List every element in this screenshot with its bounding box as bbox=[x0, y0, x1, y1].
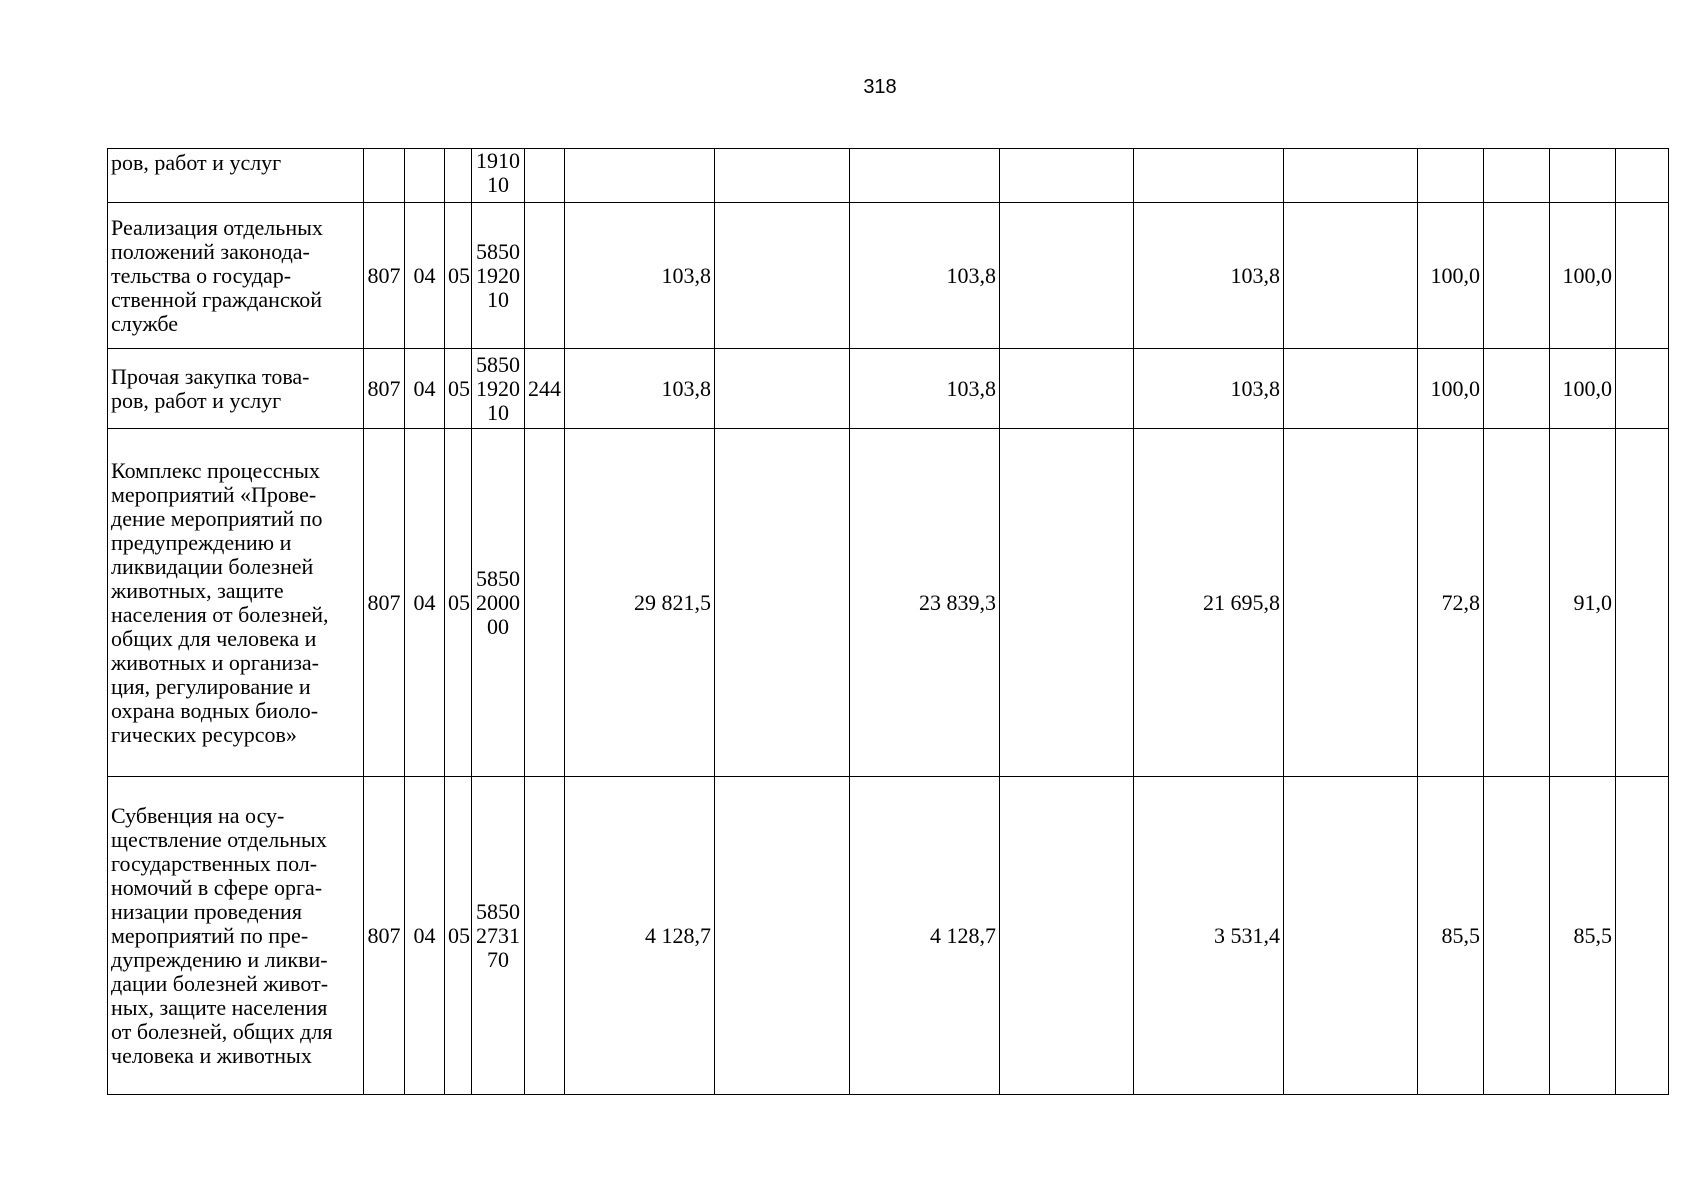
empty-cell bbox=[1484, 149, 1550, 203]
gr-code: 807 bbox=[364, 429, 405, 777]
page-number: 318 bbox=[863, 76, 897, 98]
empty-cell bbox=[715, 429, 850, 777]
empty-cell bbox=[1616, 429, 1669, 777]
empty-cell bbox=[715, 203, 850, 349]
row-name: ров, работ и услуг bbox=[108, 149, 364, 203]
plan-value: 4 128,7 bbox=[565, 777, 715, 1095]
pr-code: 05 bbox=[445, 429, 472, 777]
refined-value: 103,8 bbox=[850, 203, 1000, 349]
empty-cell bbox=[1000, 349, 1134, 429]
plan-value: 103,8 bbox=[565, 349, 715, 429]
pr-code: 05 bbox=[445, 777, 472, 1095]
csr-code: 5850 2000 00 bbox=[472, 429, 525, 777]
percent-refined: 91,0 bbox=[1550, 429, 1616, 777]
table-row bbox=[108, 349, 1669, 429]
empty-cell bbox=[1000, 429, 1134, 777]
percent-refined bbox=[1550, 149, 1616, 203]
gr-code: 807 bbox=[364, 203, 405, 349]
empty-cell bbox=[1484, 349, 1550, 429]
csr-code: 5850 1920 10 bbox=[472, 203, 525, 349]
empty-cell bbox=[1616, 203, 1669, 349]
row-name: Прочая закупка това- ров, работ и услуг bbox=[108, 349, 364, 429]
budget-table bbox=[107, 148, 1669, 1095]
pr-code: 05 bbox=[445, 349, 472, 429]
refined-value: 23 839,3 bbox=[850, 429, 1000, 777]
csr-code: 1910 10 bbox=[472, 149, 525, 203]
percent-plan bbox=[1418, 149, 1484, 203]
empty-cell bbox=[1284, 349, 1418, 429]
empty-cell bbox=[1484, 203, 1550, 349]
percent-refined: 100,0 bbox=[1550, 203, 1616, 349]
table-row bbox=[108, 777, 1669, 1095]
pr-code bbox=[445, 149, 472, 203]
executed-value: 103,8 bbox=[1134, 349, 1284, 429]
empty-cell bbox=[1284, 777, 1418, 1095]
rz-code bbox=[405, 149, 445, 203]
refined-value: 4 128,7 bbox=[850, 777, 1000, 1095]
gr-code: 807 bbox=[364, 777, 405, 1095]
executed-value: 21 695,8 bbox=[1134, 429, 1284, 777]
percent-refined: 85,5 bbox=[1550, 777, 1616, 1095]
refined-value: 103,8 bbox=[850, 349, 1000, 429]
vr-code bbox=[525, 429, 565, 777]
empty-cell bbox=[1284, 203, 1418, 349]
empty-cell bbox=[1616, 777, 1669, 1095]
percent-plan: 85,5 bbox=[1418, 777, 1484, 1095]
gr-code bbox=[364, 149, 405, 203]
row-name: Субвенция на осу- ществление отдельных государственных пол- номочий в сфере орга- низации проведения мероприятий по пре- дупреждению и ликви- дации болезней живот- ных, защите населения от болезней, общих для человека и животных bbox=[108, 777, 364, 1095]
table-row bbox=[108, 203, 1669, 349]
plan-value bbox=[565, 149, 715, 203]
empty-cell bbox=[715, 349, 850, 429]
table-row bbox=[108, 429, 1669, 777]
percent-plan: 100,0 bbox=[1418, 349, 1484, 429]
empty-cell bbox=[715, 149, 850, 203]
rz-code: 04 bbox=[405, 203, 445, 349]
empty-cell bbox=[1484, 429, 1550, 777]
empty-cell bbox=[1484, 777, 1550, 1095]
empty-cell bbox=[715, 777, 850, 1095]
refined-value bbox=[850, 149, 1000, 203]
csr-code: 5850 1920 10 bbox=[472, 349, 525, 429]
empty-cell bbox=[1000, 777, 1134, 1095]
row-name: Реализация отдельных положений законода- тельства о государ- ственной гражданской службе bbox=[108, 203, 364, 349]
vr-code: 244 bbox=[525, 349, 565, 429]
rz-code: 04 bbox=[405, 777, 445, 1095]
table-row bbox=[108, 149, 1669, 203]
executed-value: 103,8 bbox=[1134, 203, 1284, 349]
percent-refined: 100,0 bbox=[1550, 349, 1616, 429]
percent-plan: 100,0 bbox=[1418, 203, 1484, 349]
vr-code bbox=[525, 777, 565, 1095]
row-name: Комплекс процессных мероприятий «Прове- дение мероприятий по предупреждению и ликвидации болезней животных, защите населения от болезней, общих для человека и животных и организа- ция, регулирование и охрана водных биоло- гических ресурсов» bbox=[108, 429, 364, 777]
empty-cell bbox=[1616, 149, 1669, 203]
plan-value: 29 821,5 bbox=[565, 429, 715, 777]
vr-code bbox=[525, 149, 565, 203]
pr-code: 05 bbox=[445, 203, 472, 349]
gr-code: 807 bbox=[364, 349, 405, 429]
csr-code: 5850 2731 70 bbox=[472, 777, 525, 1095]
empty-cell bbox=[1284, 429, 1418, 777]
percent-plan: 72,8 bbox=[1418, 429, 1484, 777]
executed-value bbox=[1134, 149, 1284, 203]
vr-code bbox=[525, 203, 565, 349]
rz-code: 04 bbox=[405, 349, 445, 429]
plan-value: 103,8 bbox=[565, 203, 715, 349]
executed-value: 3 531,4 bbox=[1134, 777, 1284, 1095]
empty-cell bbox=[1284, 149, 1418, 203]
empty-cell bbox=[1000, 203, 1134, 349]
rz-code: 04 bbox=[405, 429, 445, 777]
empty-cell bbox=[1616, 349, 1669, 429]
empty-cell bbox=[1000, 149, 1134, 203]
